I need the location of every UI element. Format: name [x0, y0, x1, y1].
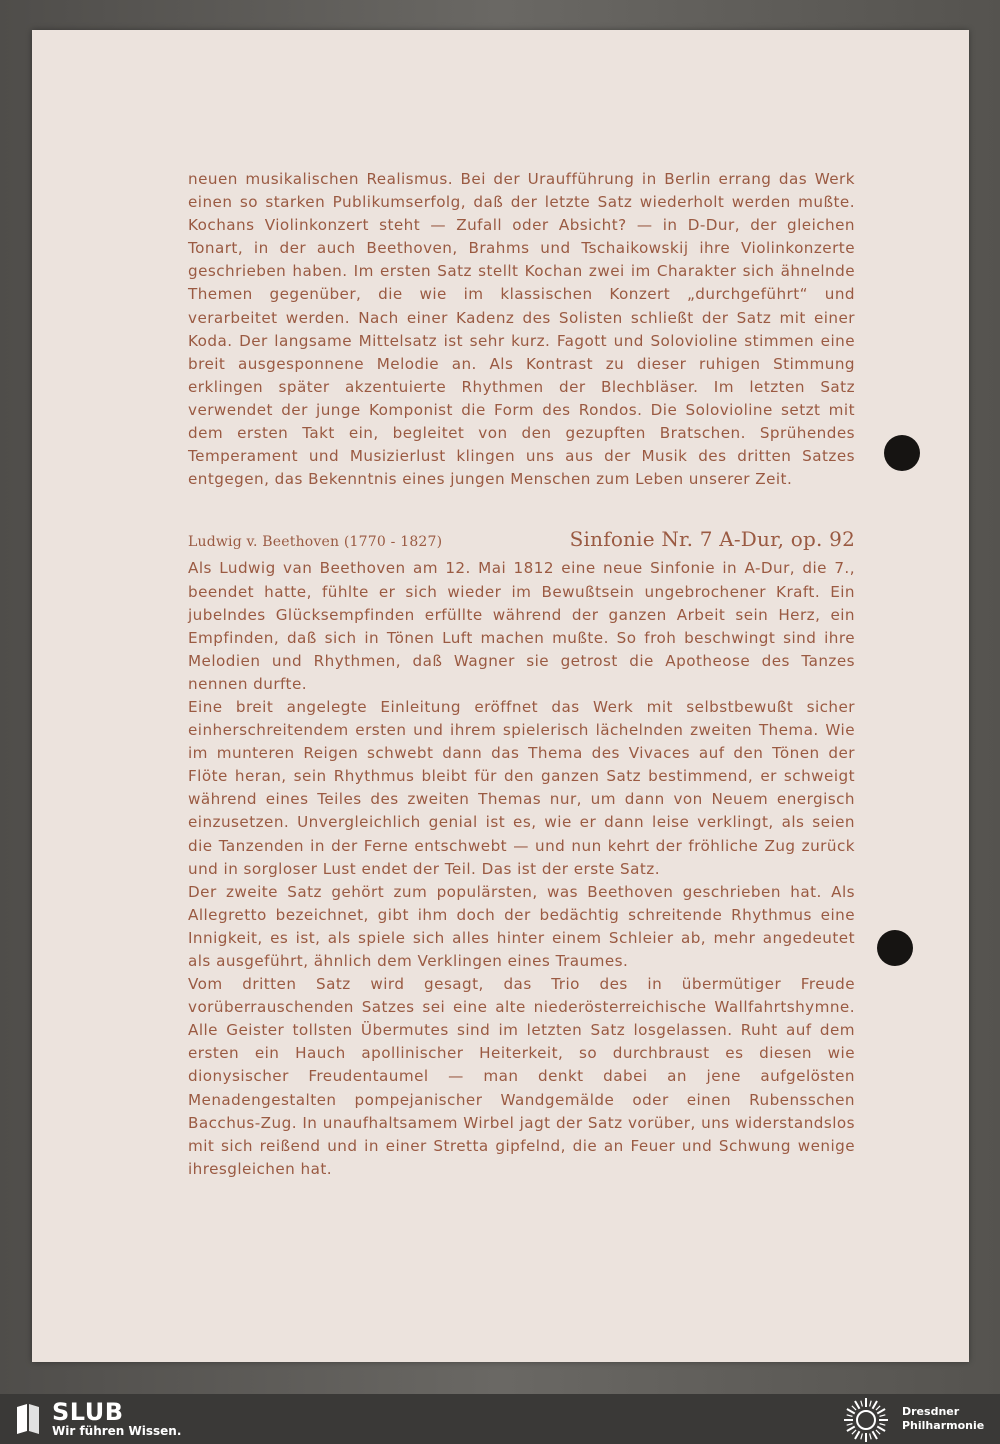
partner-line-1: Dresdner	[902, 1405, 960, 1418]
body-paragraph: Der zweite Satz gehört zum populärsten, was Beethoven geschrieben hat. Als Allegretto bezeichnet, gibt ihm doch der bedächtig schreitende Rhythmus eine Innigkeit, es ist, als spiele sich alles hinter einem Schleier ab, mehr angedeutet als ausgeführt, ähnlich dem Verklingen eines Traumes.	[188, 882, 855, 970]
slub-book-icon	[15, 1403, 41, 1435]
philharmonie-sunburst-icon	[842, 1396, 890, 1444]
partner-line-2: Philharmonie	[902, 1419, 985, 1432]
library-name: SLUB	[52, 1398, 124, 1426]
punch-hole-lower	[877, 930, 913, 966]
composer-heading: Ludwig v. Beethoven (1770 - 1827)	[188, 534, 443, 551]
body-paragraph: Eine breit angelegte Einleitung eröffnet das Werk mit selbstbewußt sicher einherschreitendem ersten und ihrem spielerisch lächelnden zweiten Thema. Wie im munteren Reigen schwebt dann das Thema des Vivaces auf den Tönen der Flöte heran, sein Rhythmus bleibt für den ganzen Satz bestimmend, er schweigt während eines Teiles des zweiten Themas nur, um dann von Neuem energisch einzusetzen. Unvergleichlich genial ist es, wie er dann leise verklingt, als seien die Tanzenden in der Ferne entschwebt — und nun kehrt der fröhliche Zug zurück und in sorgloser Lust endet der Teil. Das ist der erste Satz.	[188, 697, 855, 878]
partner-logo-text	[902, 1405, 984, 1433]
intro-paragraph: neuen musikalischen Realismus. Bei der Uraufführung in Berlin errang das Werk einen so starken Publikumserfolg, daß der letzte Satz wiederholt werden mußte. Kochans Violinkonzert steht — Zufall oder Absicht? — in D-Dur, der gleichen Tonart, in der auch Beethoven, Brahms und Tschaikowskij ihre Violinkonzerte geschrieben haben. Im ersten Satz stellt Kochan zwei im Charakter sich ähnelnde Themen gegenüber, die wie im klassischen Konzert „durchgeführt“ und verarbeitet werden. Nach einer Kadenz des Solisten schließt der Satz mit einer Koda. Der langsame Mittelsatz ist sehr kurz. Fagott und Solovioline stimmen eine breit ausgesponnene Melodie an. Als Kontrast zu dieser ruhigen Stimmung erklingen später akzentuierte Rhythmen der Blechbläser. Im letzten Satz verwendet der junge Komponist die Form des Rondos. Die Solovioline setzt mit dem ersten Takt ein, begleitet von den gezupften Bratschen. Sprühendes Temperament und Musizierlust klingen uns aus der Musik des dritten Satzes entgegen, das Bekenntnis eines jungen Menschen zum Leben unserer Zeit.	[188, 170, 855, 489]
work-title: Sinfonie Nr. 7 A-Dur, op. 92	[569, 527, 855, 552]
punch-hole-upper	[884, 435, 920, 471]
body-paragraph: Vom dritten Satz wird gesagt, das Trio des in übermütiger Freude vorüberrauschenden Satzes sei eine alte niederösterreichische Wallfahrtshymne. Alle Geister tollsten Übermutes sind im letzten Satz losgelassen. Ruht auf dem ersten ein Hauch apollinischer Heiterkeit, so durchbraust es diesen wie dionysischer Freudentaumel — man denkt dabei an jene aufgelösten Menadengestalten pompejanischer Wandgemälde oder einen Rubensschen Bacchus-Zug. In unaufhaltsamem Wirbel jagt der Satz vorüber, uns widerstandslos mit sich reißend und in einer Stretta gipfelnd, die an Feuer und Schwung wenige ihresgleichen hat.	[188, 975, 855, 1178]
library-tagline: Wir führen Wissen.	[52, 1424, 182, 1438]
document-text	[188, 168, 855, 1181]
piece-header	[188, 528, 855, 554]
body-paragraph: Als Ludwig van Beethoven am 12. Mai 1812 eine neue Sinfonie in A-Dur, die 7., beendet hatte, fühlte er sich wieder im Bewußtsein ungebrochener Kraft. Ein jubelndes Glücksempfinden erfüllte während der ganzen Arbeit sein Herz, ein Empfinden, daß sich in Tönen Luft machen mußte. So froh beschwingt sind ihre Melodien und Rhythmen, daß Wagner sie getrost die Apotheose des Tanzes nennen durfte.	[188, 559, 855, 693]
footer-bar	[0, 1394, 1000, 1444]
